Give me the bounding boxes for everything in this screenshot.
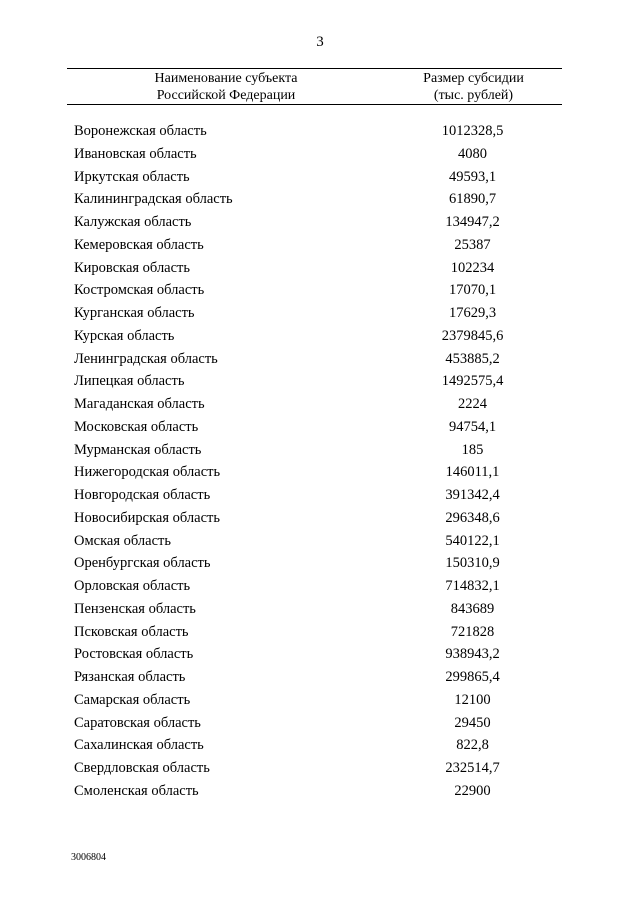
region-name-cell: Липецкая область — [74, 373, 185, 390]
region-name-cell: Нижегородская область — [74, 464, 221, 481]
table-row — [0, 326, 640, 349]
region-name-cell: Рязанская область — [74, 669, 186, 685]
region-name-cell: Сахалинская область — [74, 737, 204, 754]
subsidy-amount-cell: 822,8 — [456, 737, 489, 754]
region-name-cell: Кемеровская область — [74, 236, 204, 253]
region-name-cell: Ивановская область — [74, 145, 197, 162]
subsidy-amount-cell: 721828 — [450, 623, 495, 640]
region-name-cell: Самарская область — [74, 691, 191, 708]
table-row — [0, 622, 640, 645]
region-name-cell: Московская область — [74, 418, 199, 435]
subsidy-amount-cell: 296348,6 — [445, 509, 500, 526]
region-name-cell: Пензенская область — [74, 600, 196, 617]
table-row — [0, 781, 640, 804]
table-header — [67, 68, 562, 105]
table-row — [0, 280, 640, 303]
table-row — [0, 303, 640, 326]
subsidy-amount-cell: 29450 — [454, 714, 491, 731]
subsidy-amount-cell: 2224 — [458, 396, 487, 412]
region-name-cell: Курганская область — [74, 305, 195, 321]
subsidy-amount-cell: 25387 — [454, 236, 491, 253]
subsidy-amount-cell: 134947,2 — [445, 214, 500, 230]
table-row — [0, 667, 640, 690]
subsidy-amount-cell: 2379845,6 — [441, 327, 504, 344]
region-name-cell: Мурманская область — [74, 441, 202, 458]
column-header-region-name — [67, 69, 385, 104]
subsidy-amount-cell: 94754,1 — [448, 418, 497, 435]
column-header-subsidy-amount-line1: Размер субсидии — [423, 71, 524, 86]
subsidy-amount-cell: 540122,1 — [445, 532, 500, 549]
subsidy-amount-cell: 49593,1 — [448, 168, 497, 185]
table-row — [0, 235, 640, 258]
table-row — [0, 599, 640, 622]
table-row — [0, 690, 640, 713]
table-row — [0, 713, 640, 736]
region-name-cell: Ленинградская область — [74, 350, 218, 367]
region-name-cell: Саратовская область — [74, 714, 201, 731]
table-row — [0, 485, 640, 508]
subsidy-amount-cell: 4080 — [458, 145, 487, 162]
page-number: 3 — [316, 34, 324, 50]
subsidy-amount-cell: 146011,1 — [445, 464, 500, 481]
region-name-cell: Калужская область — [74, 214, 192, 230]
subsidy-amount-cell: 17629,3 — [448, 305, 497, 321]
subsidy-amount-cell: 61890,7 — [448, 191, 497, 208]
table-row — [0, 394, 640, 417]
column-header-subsidy-amount — [385, 69, 562, 104]
region-name-cell: Кировская область — [74, 259, 191, 276]
subsidy-amount-cell: 453885,2 — [445, 350, 500, 367]
region-name-cell: Иркутская область — [74, 168, 190, 185]
subsidy-amount-cell: 1492575,4 — [441, 373, 504, 390]
table-row — [0, 167, 640, 190]
table-row — [0, 212, 640, 235]
table-row — [0, 189, 640, 212]
table-row — [0, 417, 640, 440]
region-name-cell: Новгородская область — [74, 487, 211, 503]
subsidy-amount-cell: 938943,2 — [445, 646, 500, 663]
subsidy-amount-cell: 1012328,5 — [441, 123, 504, 139]
region-name-cell: Магаданская область — [74, 396, 205, 412]
table-row — [0, 440, 640, 463]
subsidy-amount-cell: 843689 — [450, 600, 495, 617]
subsidy-amount-cell: 185 — [461, 441, 484, 458]
region-name-cell: Курская область — [74, 327, 175, 344]
subsidy-amount-cell: 12100 — [454, 691, 491, 708]
region-name-cell: Воронежская область — [74, 123, 207, 139]
region-name-cell: Псковская область — [74, 623, 189, 640]
document-code: 3006804 — [71, 852, 106, 863]
region-name-cell: Новосибирская область — [74, 509, 220, 526]
table-row — [0, 462, 640, 485]
column-header-subsidy-amount-line2: (тыс. рублей) — [433, 88, 514, 103]
region-name-cell: Свердловская область — [74, 760, 210, 776]
table-row — [0, 349, 640, 372]
table-body — [0, 121, 640, 804]
table-row — [0, 258, 640, 281]
table-row — [0, 531, 640, 554]
region-name-cell: Орловская область — [74, 578, 191, 594]
column-header-region-name-line2: Российской Федерации — [156, 88, 296, 103]
region-name-cell: Омская область — [74, 532, 171, 549]
region-name-cell: Ростовская область — [74, 646, 194, 663]
column-header-region-name-line1: Наименование субъекта — [154, 71, 298, 86]
table-row — [0, 644, 640, 667]
region-name-cell: Костромская область — [74, 282, 205, 299]
subsidy-amount-cell: 102234 — [450, 259, 495, 276]
region-name-cell: Смоленская область — [74, 782, 199, 799]
subsidy-amount-cell: 391342,4 — [445, 487, 500, 503]
subsidy-amount-cell: 150310,9 — [445, 555, 500, 572]
table-row — [0, 735, 640, 758]
subsidy-amount-cell: 714832,1 — [445, 578, 500, 594]
table-row — [0, 758, 640, 781]
subsidy-amount-cell: 17070,1 — [448, 282, 497, 299]
region-name-cell: Оренбургская область — [74, 555, 211, 572]
subsidy-amount-cell: 22900 — [454, 782, 491, 799]
table-row — [0, 576, 640, 599]
table-row — [0, 144, 640, 167]
table-row — [0, 553, 640, 576]
region-name-cell: Калининградская область — [74, 191, 233, 208]
subsidy-amount-cell: 299865,4 — [445, 669, 500, 685]
table-row — [0, 371, 640, 394]
subsidy-amount-cell: 232514,7 — [445, 760, 500, 776]
table-row — [0, 508, 640, 531]
table-row — [0, 121, 640, 144]
